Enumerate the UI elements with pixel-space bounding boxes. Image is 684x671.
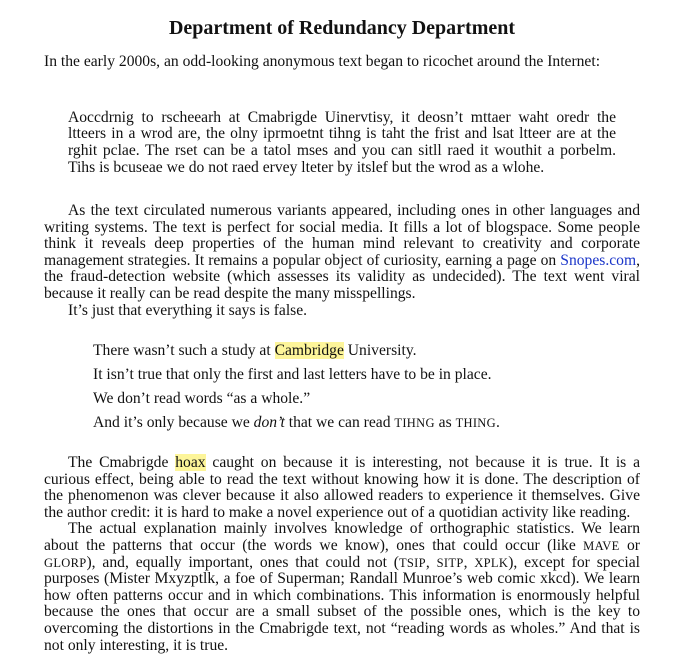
body-section-2 — [44, 455, 640, 654]
small-caps-word: GLORP — [44, 555, 87, 570]
paragraph-text: As the text circulated numerous variants appeared, including ones in other languages and writing systems. The text is perfect for social media. It fills a lot of blogspace. Some people think it reveals deep properties of the human mind relevant to creativity and corporate management strategies. It remains a popular object of curiosity, earning a page on — [44, 202, 640, 269]
paragraph-hoax — [44, 455, 640, 521]
list-item-text: . — [495, 414, 500, 431]
list-item — [93, 414, 624, 438]
intro-paragraph: In the early 2000s, an odd-looking anonymous text began to ricochet around the Internet: — [44, 53, 601, 70]
paragraph-circulation — [44, 203, 640, 303]
list-item-text: University. — [343, 342, 417, 359]
list-item — [93, 342, 624, 366]
paragraph-text: The Cmabrigde — [68, 454, 176, 471]
paragraph-text: The actual explanation mainly involves knowledge of orthographic statistics. We learn about the patterns that occur (the words we know), ones that could occur (like — [44, 520, 640, 554]
small-caps-word: THING — [455, 416, 496, 430]
paragraph-text: ), and, equally important, ones that could not ( — [86, 553, 399, 571]
small-caps-word: XPLK — [474, 555, 509, 570]
snopes-link[interactable]: Snopes.com — [560, 251, 637, 269]
list-item: We don’t read words “as a whole.” — [93, 390, 311, 407]
highlight-hoax: hoax — [175, 454, 206, 471]
page-title: Department of Redundancy Department — [168, 17, 516, 39]
paragraph-text: caught on because it is interesting, not because it is true. It is a curious effect, being able to read the text without knowing how it is done. The description of the phenomenon was clever because it also allowed readers to experience it themselves. Give the author credit: it is hard to make a novel experience out of a quotidian activity like reading. — [44, 454, 640, 521]
refutation-list — [93, 342, 624, 438]
highlight-cambridge: Cambridge — [274, 342, 344, 359]
paragraph-text: or — [619, 536, 640, 554]
list-item-text: as — [434, 414, 456, 431]
scrambled-quote: Aoccdrnig to rscheearh at Cmabrigde Uinervtisy, it deosn’t mttaer waht oredr the ltteers in a wrod are, the olny iprmoetnt tihng is taht the frist and lsat ltteer are at the rghit pclae. The rset can be a tatol mses and you can sitll raed it wouthit a porbelm. Tihs is bcuseae we do not raed ervey lteter by itslef but the wrod as a wlohe. — [68, 108, 616, 176]
body-section-1 — [44, 203, 640, 319]
paragraph-text: , — [425, 553, 437, 571]
small-caps-word: TIHNG — [394, 416, 435, 430]
list-item-text: And it’s only because we — [93, 414, 254, 431]
paragraph-text: , — [463, 553, 475, 571]
small-caps-word: MAVE — [583, 538, 620, 553]
list-item-text: that we can read — [284, 414, 395, 431]
paragraph-text: , the fraud-detection website (which assesses its validity as undecided). The text went viral because it really can be read despite the many misspellings. — [44, 251, 640, 302]
paragraph-false-claim: It’s just that everything it says is false. — [68, 301, 308, 319]
list-item: It isn’t true that only the first and last letters have to be in place. — [93, 366, 492, 383]
small-caps-word: TSIP — [399, 555, 426, 570]
paragraph-text: ), except for special purposes (Mister Mxyzptlk, a foe of Superman; Randall Munroe’s web comic xkcd). We learn how often patterns occur and in which combinations. This information is enormously helpful because the ones that occur are a small subset of the possible ones, which is the key to overcoming the distortions in the Cmabrigde text, not “reading words as wholes.” And that is not only interesting, it is true. — [44, 553, 641, 654]
list-item-text: There wasn’t such a study at — [93, 342, 275, 359]
emphasis-text: don’t — [253, 414, 285, 431]
small-caps-word: SITP — [436, 555, 464, 570]
paragraph-explanation — [44, 521, 640, 654]
